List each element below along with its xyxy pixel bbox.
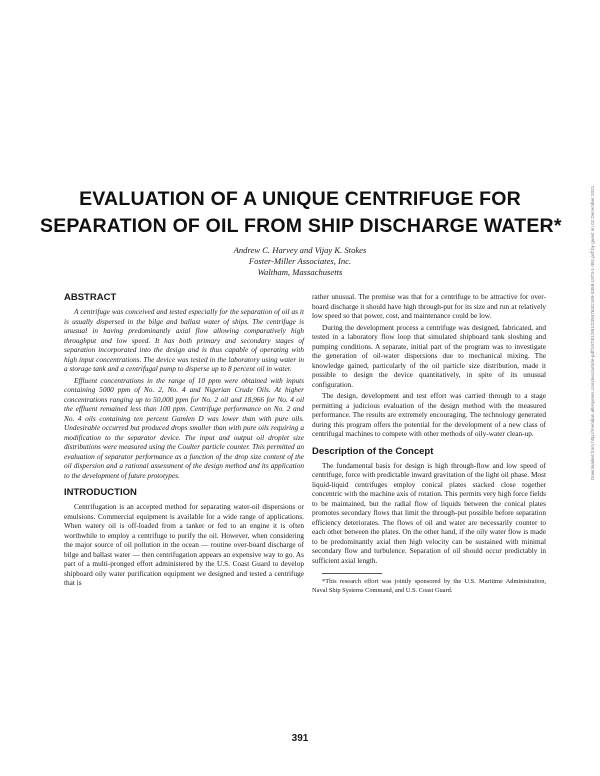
byline (150, 245, 450, 278)
right-column (312, 292, 546, 597)
author-names: Andrew C. Harvey and Vijay K. Stokes (233, 245, 367, 255)
introduction-section (64, 487, 304, 588)
footnote: *This research effort was jointly sponsored by the U.S. Maritime Administration, Naval Ship Systems Command, and U.S. Coast Guard. (312, 578, 546, 594)
author-location: Waltham, Massachusetts (257, 267, 343, 277)
download-note: Downloaded from http://meridian.allenpress.com/iosc/article-pdf/1973/1/391/2353763/2169-3358-1973-1-391.pdf by guest on 02 December 2021 (590, 185, 595, 480)
author-affiliation: Foster-Miller Associates, Inc. (248, 256, 352, 266)
concept-heading: Description of the Concept (312, 445, 434, 457)
body-paragraph: During the development process a centrifuge was designed, fabricated, and tested in a laboratory flow loop that simulated shipboard tank sloshing and pumping conditions. A separate, initial part of the program was to investigate the generation of oil-water dispersions due to mechanical mixing. The knowledge gained, particularly of the oil particle size distribution, made it possible to design the device quantitatively, in spite of its unusual configuration. (312, 322, 546, 389)
body-paragraph: The design, development and test effort was carried through to a stage permitting a judicious evaluation of the design method with the measured performance. The results are extremely encouraging. The technology generated during this program offers the potential for the development of a new class of centrifugal machines to compete with other methods of oily-water clean-up. (312, 391, 546, 438)
abstract-section (64, 292, 304, 480)
footnote-divider (322, 573, 382, 574)
left-column (64, 292, 304, 590)
body-paragraph: rather unusual. The premise was that for a centrifuge to be attractive for over-board discharge it should have high through-put for its size and run at relatively low speed so that power, cost, and maintenance could be low. (312, 292, 546, 320)
title-line-1: EVALUATION OF A UNIQUE CENTRIFUGE FOR (79, 188, 521, 210)
abstract-paragraph: A centrifuge was conceived and tested especially for the separation of oil as it is usually dispersed in the bilge and ballast water of ships. The centrifuge is unusual in having predominantly axial flow allowing comparatively high throughput and low speed. It has both primary and secondary stages of separation incorporated into the design and is thus capable of operating with high input concentrations. The device was tested in the laboratory using water in a storage tank and a centrifugal pump to disperse up to 8 percent oil in water. (64, 307, 304, 373)
side-watermark (590, 185, 600, 490)
concept-section (312, 446, 546, 566)
title-line-2: SEPARATION OF OIL FROM SHIP DISCHARGE WATER* (40, 215, 562, 237)
introduction-paragraph: Centrifugation is an accepted method for separating water-oil dispersions or emulsions. Commercial equipment is available for a wide range of applications. When watery oil is off-loaded from a tanker or fed to an engine it is often worthwhile to employ a centrifuge to purify the oil. However, when considering the major source of oil pollution in the ocean — routine over-board discharge of bilge and ballast water — then centrifugation appears an expensive way to go. As part of a multi-pronged effort administered by the U.S. Coast Guard to develop shipboard oily water purification equipment we designed and tested a centrifuge that is (64, 502, 304, 587)
paper-title (40, 186, 560, 240)
concept-paragraph: The fundamental basis for design is high through-flow and low speed of centrifuge, force with predictable inward gravitation of the light oil phase. Most liquid-liquid centrifuges employ conical plates stacked close together concentric with the machine axis of rotation. This permits very high force fields to be maintained, but the radial flow of liquids between the conical plates promotes secondary flows that limit the through-put possible before separation efficiency deteriorates. The flows of oil and water are necessarily counter to each other between the plates. On the other hand, if the oily water flow is made to be predominantly axial then high velocity can be sustained with minimal secondary flow and turbulence. Separation of oil should occur predictably in sufficient axial length. (312, 460, 546, 565)
introduction-heading: INTRODUCTION (64, 487, 137, 498)
page-number: 391 (291, 733, 309, 744)
abstract-paragraph: Effluent concentrations in the range of 10 ppm were obtained with inputs containing 5000 ppm of No. 2, No. 4 and Nigerian Crude Oils. At higher concentrations ranging up to 50,000 ppm for No. 2 oil and 18,966 for No. 4 oil the effluent remained less than 100 ppm. Centrifuge performance on No. 2 and No. 4 oils containing ten percent Gamlen D was lower than with pure oils. Undesirable occurred but produced drops smaller than with pure oils requiring a modification to the separator device. The input and output oil droplet size distributions were measured using the Coulter particle counter. This permitted an evaluation of separator performance as a function of the drop size content of the oil dispersion and a rational assessment of the design method and its application to the development of future prototypes. (64, 375, 304, 480)
abstract-heading: ABSTRACT (64, 292, 117, 303)
